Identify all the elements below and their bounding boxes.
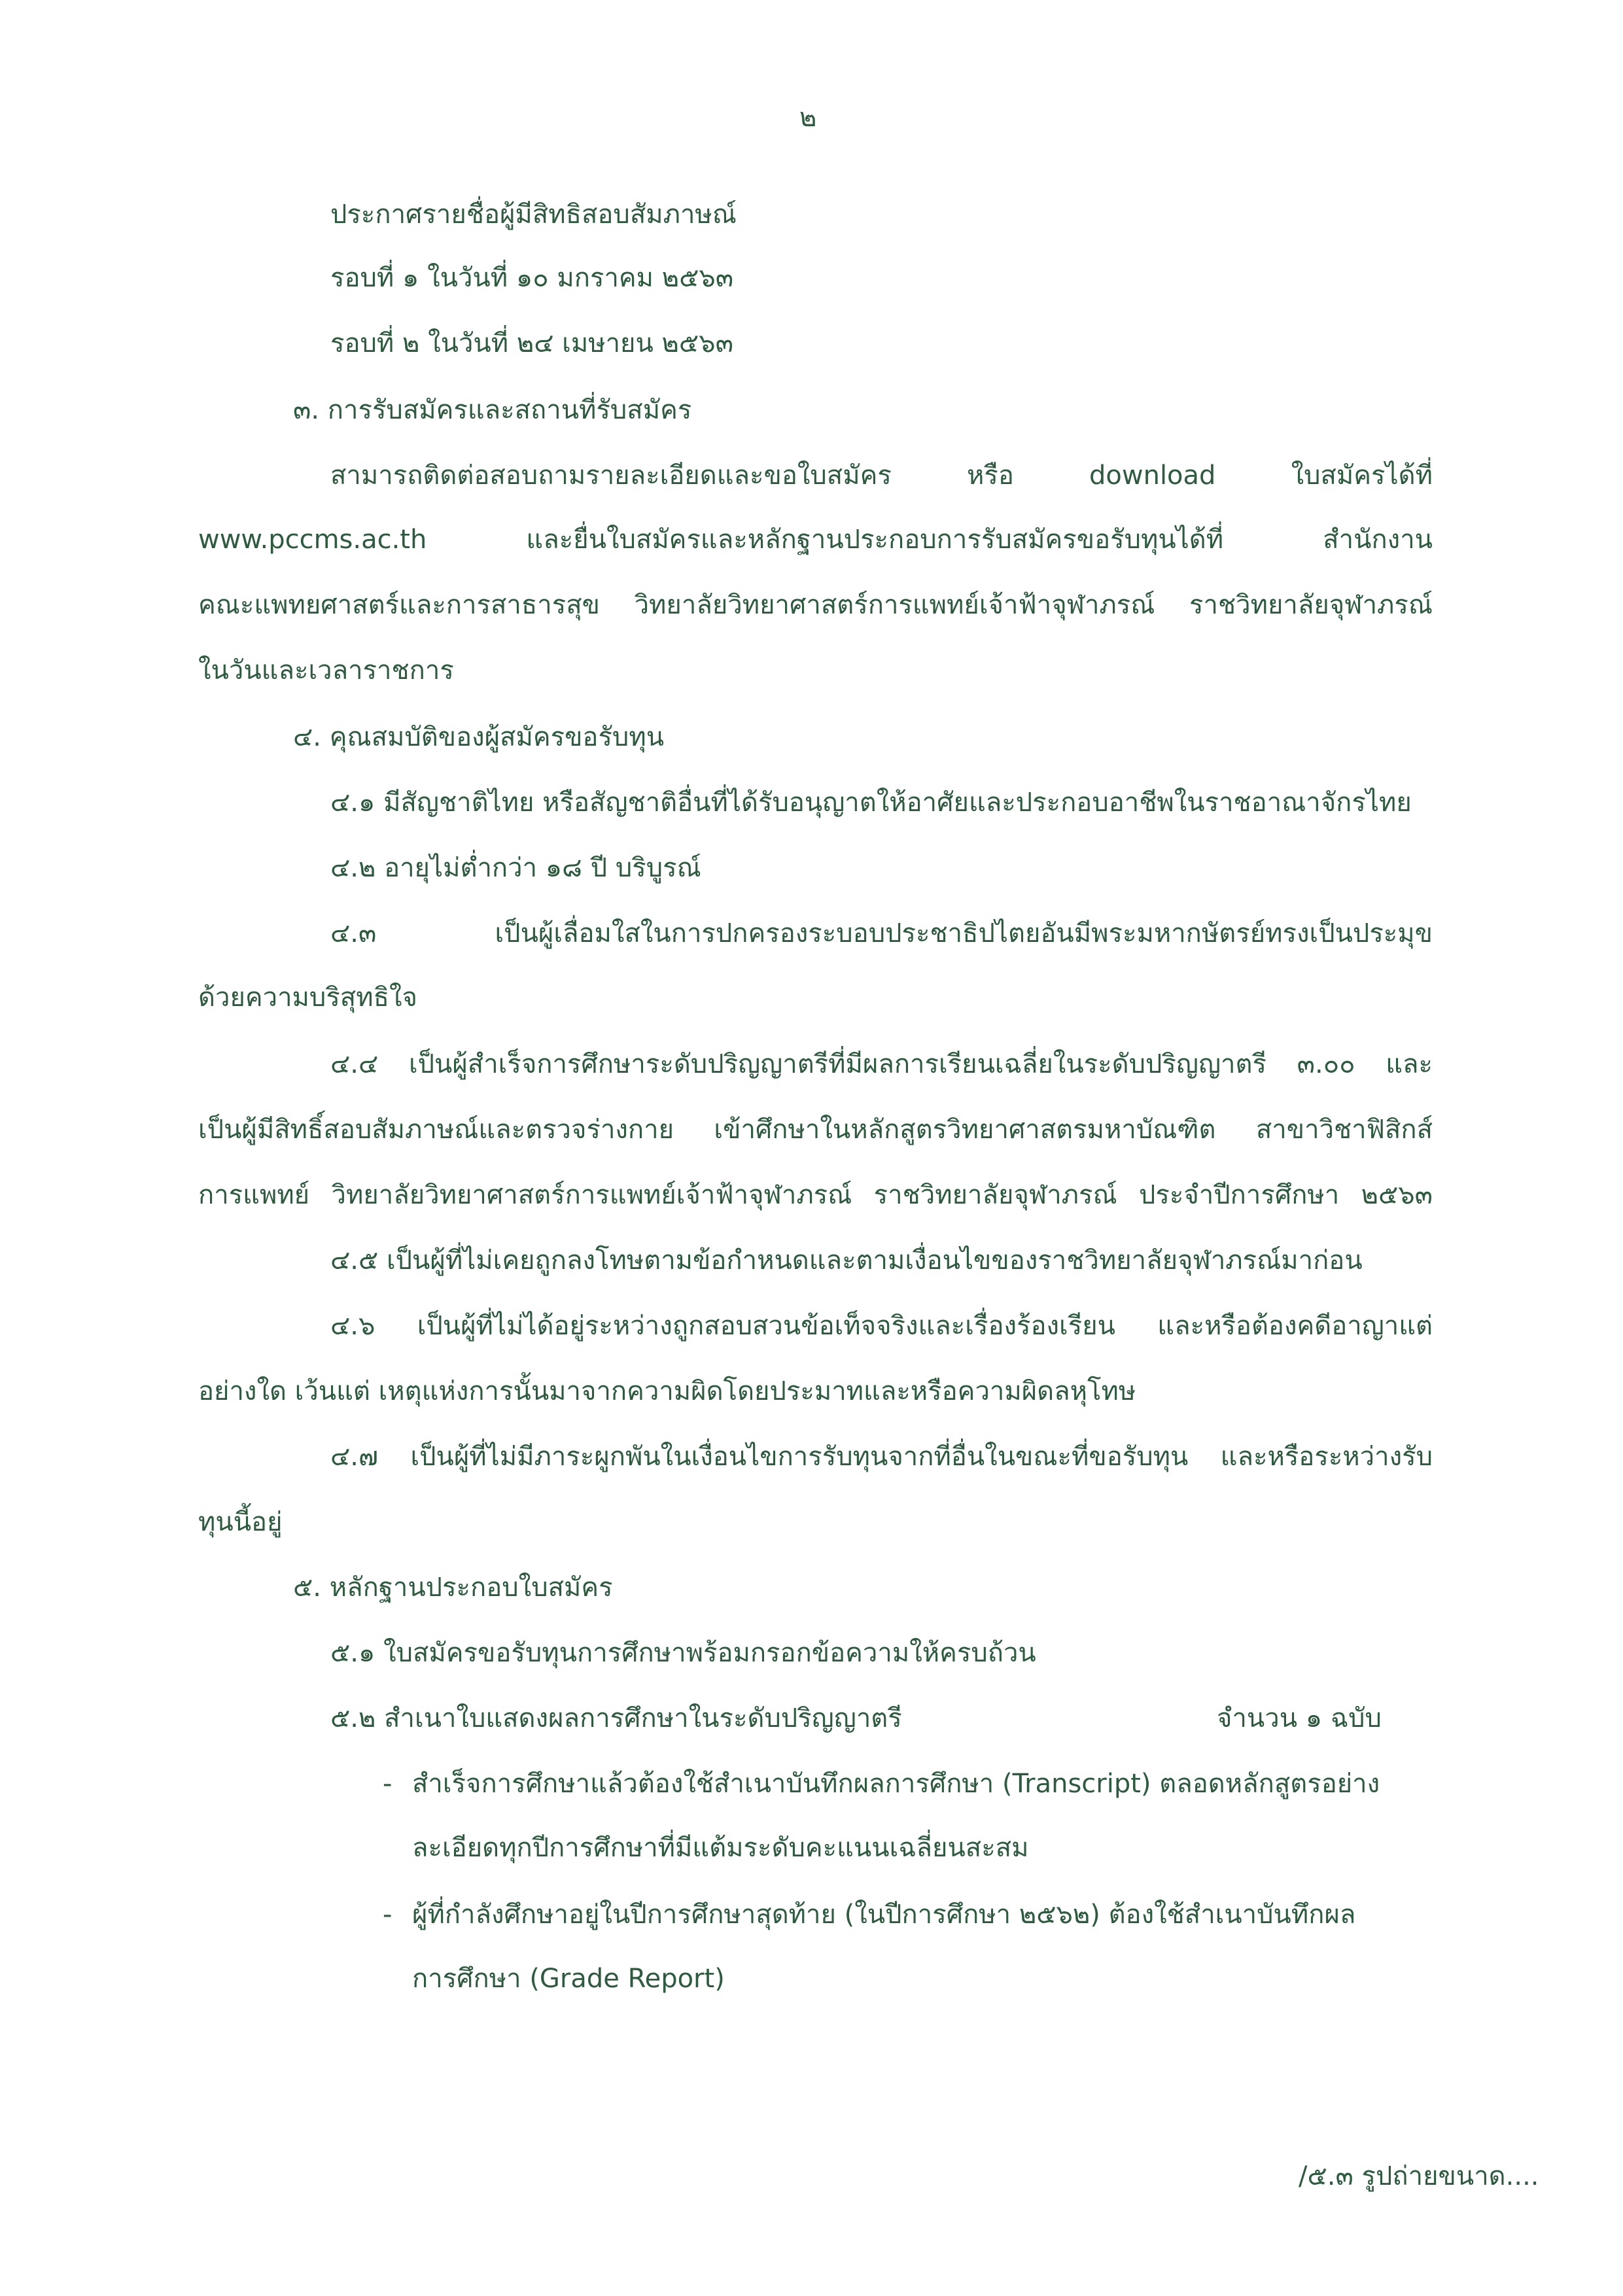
item-4-2: ๔.๒ อายุไม่ต่ำกว่า ๑๘ ปี บริบูรณ์ bbox=[330, 853, 701, 883]
footer-continuation: /๕.๓ รูปถ่ายขนาด.... bbox=[1299, 2161, 1539, 2191]
interview-heading: ประกาศรายชื่อผู้มีสิทธิสอบสัมภาษณ์ bbox=[330, 200, 737, 230]
item-4-3-line-2: ด้วยความบริสุทธิใจ bbox=[198, 983, 417, 1013]
page-number: ๒ bbox=[799, 103, 817, 133]
bullet-1-line-1: สำเร็จการศึกษาแล้วต้องใช้สำเนาบันทึกผลการศึกษา (Transcript) ตลอดหลักสูตรอย่าง bbox=[412, 1769, 1380, 1799]
item-4-1: ๔.๑ มีสัญชาติไทย หรือสัญชาติอื่นที่ได้รับอนุญาตให้อาศัยและประกอบอาชีพในราชอาณาจักรไทย bbox=[330, 788, 1412, 818]
item-4-4-line-1: ๔.๔ เป็นผู้สำเร็จการศึกษาระดับปริญญาตรีที่มีผลการเรียนเฉลี่ยในระดับปริญญาตรี ๓.๐๐ และ bbox=[330, 1049, 1433, 1079]
section-5-heading: ๕. หลักฐานประกอบใบสมัคร bbox=[293, 1573, 613, 1603]
item-4-6-line-2: อย่างใด เว้นแต่ เหตุแห่งการนั้นมาจากความผิดโดยประมาทและหรือความผิดลหุโทษ bbox=[198, 1376, 1136, 1406]
section-3-line-1: สามารถติดต่อสอบถามรายละเอียดและขอใบสมัคร หรือ download ใบสมัครได้ที่ bbox=[330, 461, 1433, 491]
item-4-7-line-1: ๔.๗ เป็นผู้ที่ไม่มีภาระผูกพันในเงื่อนไขการรับทุนจากที่อื่นในขณะที่ขอรับทุน และหรือระหว่างรับ bbox=[330, 1442, 1433, 1472]
round-1-date: รอบที่ ๑ ในวันที่ ๑๐ มกราคม ๒๕๖๓ bbox=[330, 263, 734, 293]
section-3-line-4: ในวันและเวลาราชการ bbox=[198, 655, 454, 686]
item-4-3-line-1: ๔.๓ เป็นผู้เลื่อมใสในการปกครองระบอบประชาธิปไตยอันมีพระมหากษัตรย์ทรงเป็นประมุข bbox=[330, 918, 1433, 948]
item-5-1: ๕.๑ ใบสมัครขอรับทุนการศึกษาพร้อมกรอกข้อความให้ครบถ้วน bbox=[330, 1638, 1036, 1668]
section-3-line-2: www.pccms.ac.th และยื่นใบสมัครและหลักฐานประกอบการรับสมัครขอรับทุนได้ที่ สำนักงาน bbox=[198, 525, 1433, 555]
section-4-heading: ๔. คุณสมบัติของผู้สมัครขอรับทุน bbox=[293, 722, 665, 752]
bullet-2-line-1: ผู้ที่กำลังศึกษาอยู่ในปีการศึกษาสุดท้าย (ในปีการศึกษา ๒๕๖๒) ต้องใช้สำเนาบันทึกผล bbox=[412, 1900, 1356, 1930]
item-4-6-line-1: ๔.๖ เป็นผู้ที่ไม่ได้อยู่ระหว่างถูกสอบสวนข้อเท็จจริงและเรื่องร้องเรียน และหรือต้องคดีอาญาแต่ bbox=[330, 1311, 1433, 1341]
item-5-2-copies: จำนวน ๑ ฉบับ bbox=[1217, 1703, 1382, 1733]
bullet-2-line-2: การศึกษา (Grade Report) bbox=[412, 1964, 725, 1994]
bullet-dash: - bbox=[383, 1900, 393, 1930]
item-5-2: ๕.๒ สำเนาใบแสดงผลการศึกษาในระดับปริญญาตรี bbox=[330, 1703, 902, 1733]
bullet-1-line-2: ละเอียดทุกปีการศึกษาที่มีแต้มระดับคะแนนเฉลี่ยนสะสม bbox=[412, 1833, 1029, 1863]
item-4-7-line-2: ทุนนี้อยู่ bbox=[198, 1507, 283, 1537]
item-4-4-line-3: การแพทย์ วิทยาลัยวิทยาศาสตร์การแพทย์เจ้าฟ้าจุฬาภรณ์ ราชวิทยาลัยจุฬาภรณ์ ประจำปีการศึกษา ๒๕๖๓ bbox=[198, 1180, 1433, 1210]
round-2-date: รอบที่ ๒ ในวันที่ ๒๔ เมษายน ๒๕๖๓ bbox=[330, 328, 733, 358]
item-4-5: ๔.๕ เป็นผู้ที่ไม่เคยถูกลงโทษตามข้อกำหนดและตามเงื่อนไขของราชวิทยาลัยจุฬาภรณ์มาก่อน bbox=[330, 1245, 1363, 1276]
section-3-line-3: คณะแพทยศาสตร์และการสาธารสุข วิทยาลัยวิทยาศาสตร์การแพทย์เจ้าฟ้าจุฬาภรณ์ ราชวิทยาลัยจุฬาภรณ์ bbox=[198, 590, 1433, 620]
section-3-heading: ๓. การรับสมัครและสถานที่รับสมัคร bbox=[293, 395, 692, 425]
item-4-4-line-2: เป็นผู้มีสิทธิ์สอบสัมภาษณ์และตรวจร่างกาย เข้าศึกษาในหลักสูตรวิทยาศาสตรมหาบัณฑิต สาขาวิชาฟิสิกส์ bbox=[198, 1115, 1433, 1145]
bullet-dash: - bbox=[383, 1769, 393, 1799]
